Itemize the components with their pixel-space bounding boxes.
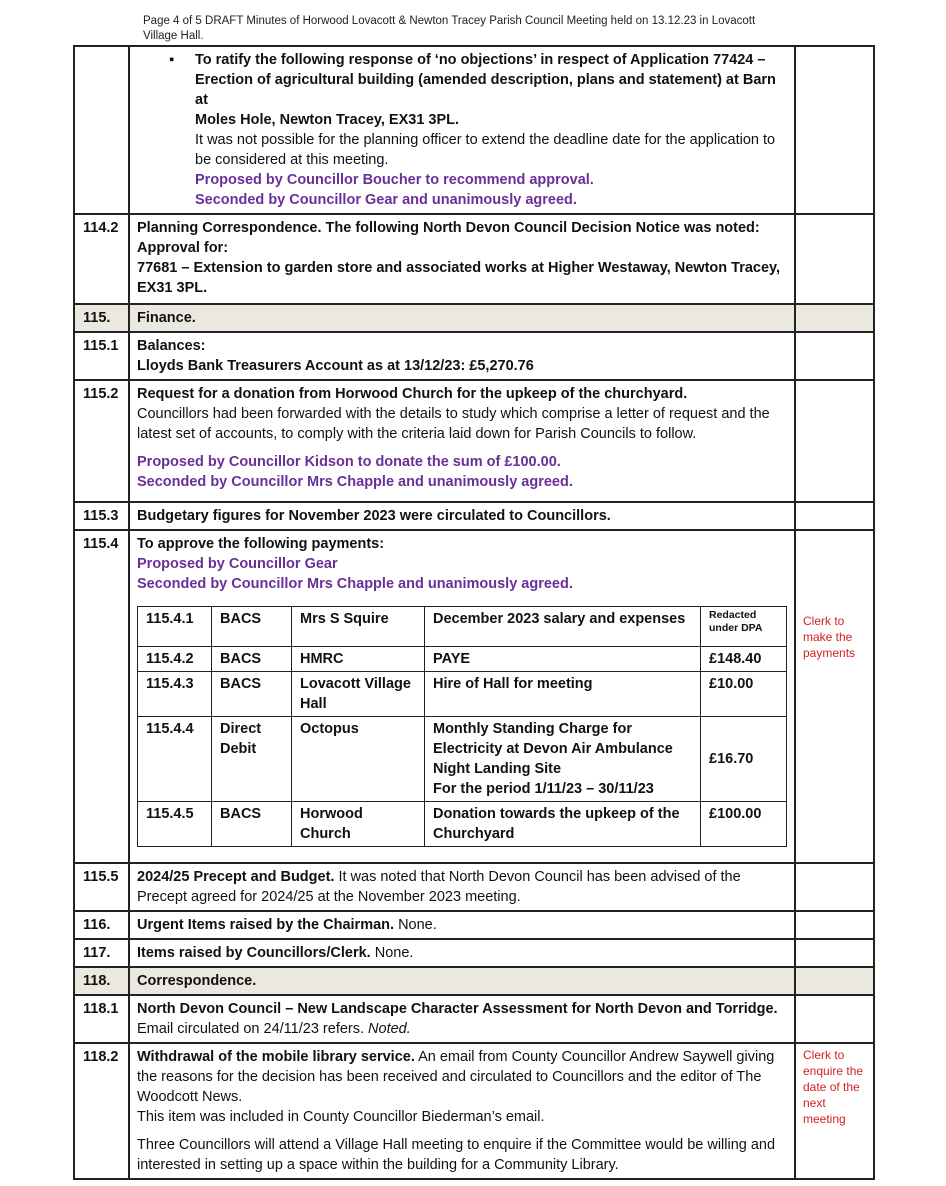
planning-corr-line-1: Planning Correspondence. The following North Devon Council Decision Notice was noted: [137,220,760,236]
row-115-5 [74,863,874,911]
item-number: 114.2 [74,214,129,304]
item-number: 118.2 [74,1043,129,1179]
item-content [129,380,795,502]
payment-payee: Horwood Church [292,802,425,847]
payment-amount: Redacted under DPA [701,607,787,647]
page-header [143,14,793,44]
action-cell [795,332,874,380]
donation-text-2: latest set of accounts, to comply with the criteria laid down for Parish Councils to follow. [137,426,697,442]
payment-payee: HMRC [292,647,425,672]
payment-payee: Lovacott Village Hall [292,672,425,717]
action-line: date of the [803,1080,860,1094]
item-content [129,214,795,304]
urgent-items-value: None. [394,917,437,933]
row-116 [74,911,874,939]
action-cell [795,214,874,304]
payment-description-line: Night Landing Site [433,761,562,777]
row-115-2 [74,380,874,502]
action-line: payments [803,646,856,660]
item-number: 118. [74,967,129,995]
action-cell [795,863,874,911]
action-line: Clerk to [803,614,845,628]
payment-description: December 2023 salary and expenses [425,607,701,647]
payment-payee: Mrs S Squire [292,607,425,647]
item-content [129,1043,795,1179]
table-row [138,672,787,717]
action-line: Clerk to [803,1048,845,1062]
item-number [74,46,129,214]
payment-description-line: For the period 1/11/23 – 30/11/23 [433,781,654,797]
payment-ref: 115.4.5 [138,802,212,847]
table-row [138,647,787,672]
ratify-line-3: Moles Hole, Newton Tracey, EX31 3PL. [195,112,460,128]
action-line: meeting [803,1112,846,1126]
action-cell [795,939,874,967]
payment-description-line: Electricity at Devon Air Ambulance [433,741,673,757]
library-text-3: Woodcott News. [137,1089,243,1105]
action-cell [795,46,874,214]
library-text-1: An email from County Councillor Andrew Saywell giving [414,1049,775,1065]
minutes-table [73,45,875,1180]
item-number: 118.1 [74,995,129,1043]
item-number: 117. [74,939,129,967]
action-cell [795,530,874,863]
donation-title: Request for a donation from Horwood Church for the upkeep of the churchyard. [137,386,688,402]
item-content [129,530,795,863]
planning-corr-line-2: Approval for: [137,240,229,256]
item-content [129,995,795,1043]
library-text-6: interested in setting up a space within the building for a Community Library. [137,1157,619,1173]
row-115-3 [74,502,874,530]
row-118-2 [74,1043,874,1179]
item-number: 115. [74,304,129,332]
row-118 [74,967,874,995]
header-line-2: Village Hall. [143,30,204,42]
donation-text-1: Councillors had been forwarded with the details to study which comprise a letter of request and the [137,406,770,422]
row-114-2 [74,214,874,304]
payment-ref: 115.4.3 [138,672,212,717]
item-content [129,46,795,214]
ratify-line-2: Erection of agricultural building (amended description, plans and statement) at Barn at [195,72,776,108]
councillor-items-title: Items raised by Councillors/Clerk. [137,945,371,961]
library-text-2: the reasons for the decision has been received and circulated to Councillors and the editor of The [137,1069,762,1085]
table-row [138,802,787,847]
item-content [129,911,795,939]
ratify-note-1: It was not possible for the planning officer to extend the deadline date for the application to [195,132,776,148]
row-115 [74,304,874,332]
payment-method: BACS [212,607,292,647]
landscape-text: Email circulated on 24/11/23 refers. [137,1021,369,1037]
library-text-4: This item was included in County Councillor Biederman’s email. [137,1109,545,1125]
item-number: 116. [74,911,129,939]
balances-label: Balances: [137,338,206,354]
action-cell [795,1043,874,1179]
proposed-line: Proposed by Councillor Kidson to donate the sum of £100.00. [137,454,561,470]
section-heading: Correspondence. [129,967,795,995]
action-cell [795,380,874,502]
payment-ref: 115.4.1 [138,607,212,647]
payment-description: PAYE [425,647,701,672]
landscape-title: North Devon Council – New Landscape Character Assessment for North Devon and Torridge. [137,1001,778,1017]
payment-ref: 115.4.4 [138,717,212,802]
action-cell [795,911,874,939]
header-line-1: Page 4 of 5 DRAFT Minutes of Horwood Lovacott & Newton Tracey Parish Council Meeting held on 13.12.23 in Lovacott [143,15,756,27]
action-line: make the [803,630,853,644]
action-cell [795,304,874,332]
item-content [129,332,795,380]
library-text-5: Three Councillors will attend a Village Hall meeting to enquire if the Committee would be willing and [137,1137,776,1153]
seconded-line: Seconded by Councillor Gear and unanimously agreed. [195,192,577,208]
payments-table [137,606,787,847]
action-line: enquire the [803,1064,864,1078]
row-115-1 [74,332,874,380]
item-number: 115.4 [74,530,129,863]
action-cell [795,967,874,995]
planning-corr-line-4: EX31 3PL. [137,280,208,296]
item-content [129,863,795,911]
item-number: 115.3 [74,502,129,530]
item-content: Budgetary figures for November 2023 were circulated to Councillors. [129,502,795,530]
payment-amount: £100.00 [701,802,787,847]
row-117 [74,939,874,967]
item-number: 115.2 [74,380,129,502]
councillor-items-value: None. [370,945,414,961]
proposed-line: Proposed by Councillor Gear [137,556,338,572]
precept-text-2: Precept agreed for 2024/25 at the November 2023 meeting. [137,889,521,905]
table-row [138,717,787,802]
payment-method: BACS [212,672,292,717]
payment-description: Donation towards the upkeep of the Churchyard [425,802,701,847]
noted-text: Noted. [368,1021,411,1037]
payment-description [425,717,701,802]
payment-method: Direct Debit [212,717,292,802]
precept-text-1: It was noted that North Devon Council has been advised of the [334,869,741,885]
row-118-1 [74,995,874,1043]
payment-ref: 115.4.2 [138,647,212,672]
item-content [129,939,795,967]
payments-intro: To approve the following payments: [137,536,385,552]
planning-corr-line-3: 77681 – Extension to garden store and associated works at Higher Westaway, Newton Tracey, [137,260,781,276]
proposed-line: Proposed by Councillor Boucher to recommend approval. [195,172,594,188]
item-number: 115.5 [74,863,129,911]
payment-description-line: Monthly Standing Charge for [433,721,632,737]
bullet-icon: ▪ [169,52,175,68]
payment-amount: £10.00 [701,672,787,717]
seconded-line: Seconded by Councillor Mrs Chapple and unanimously agreed. [137,576,573,592]
payment-payee: Octopus [292,717,425,802]
action-cell [795,995,874,1043]
library-title: Withdrawal of the mobile library service. [137,1049,415,1065]
seconded-line: Seconded by Councillor Mrs Chapple and unanimously agreed. [137,474,573,490]
payment-description: Hire of Hall for meeting [425,672,701,717]
balances-value: Lloyds Bank Treasurers Account as at 13/12/23: £5,270.76 [137,358,534,374]
section-heading: Finance. [129,304,795,332]
payment-amount: £148.40 [701,647,787,672]
payment-method: BACS [212,647,292,672]
item-number: 115.1 [74,332,129,380]
table-row [138,607,787,647]
precept-title: 2024/25 Precept and Budget. [137,869,335,885]
ratify-note-2: be considered at this meeting. [195,152,389,168]
payment-amount: £16.70 [701,717,787,802]
row-115-4 [74,530,874,863]
row-planning-ratify [74,46,874,214]
urgent-items-title: Urgent Items raised by the Chairman. [137,917,395,933]
action-cell [795,502,874,530]
payment-method: BACS [212,802,292,847]
action-line: next [803,1096,826,1110]
ratify-line-1: To ratify the following response of ‘no objections’ in respect of Application 77424 – [195,52,766,68]
